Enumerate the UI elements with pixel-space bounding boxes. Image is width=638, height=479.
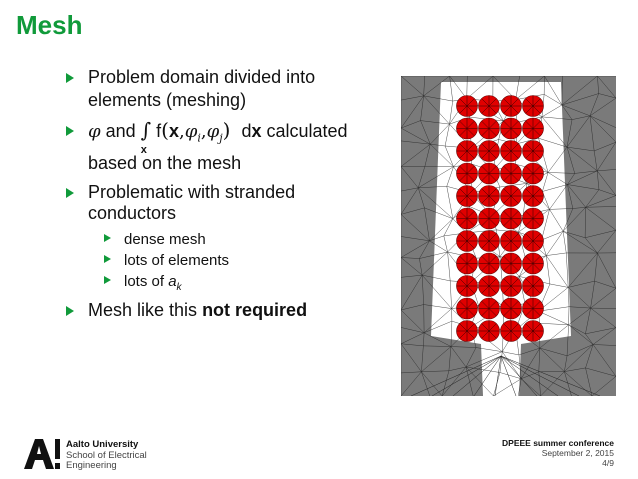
aalto-logo-icon	[22, 437, 62, 471]
text-calculated: calculated	[266, 121, 348, 141]
bullet-triangle-icon	[66, 188, 74, 198]
math-paren: )	[222, 118, 231, 142]
bullet-text	[88, 118, 348, 156]
text-not-required: not required	[202, 300, 308, 320]
fem-mesh-figure	[401, 76, 616, 396]
math-phi-i: φ	[184, 121, 198, 142]
bullet-triangle-icon	[66, 126, 74, 136]
text-lots-of: lots of	[124, 273, 165, 290]
bullet-text	[88, 66, 315, 89]
math-sub-k: k	[176, 282, 182, 293]
sub-bullet-text: dense mesh	[124, 231, 206, 248]
math-paren: (	[161, 118, 169, 142]
bullet-line: based on the mesh	[88, 153, 242, 173]
math-f: f	[156, 121, 162, 141]
conference-name: DPEEE summer conference	[502, 438, 614, 448]
school-name-2: Engineering	[66, 460, 117, 471]
integral-lower-limit: x	[140, 144, 147, 156]
integral	[140, 118, 152, 156]
math-comma: ,	[200, 121, 207, 142]
slide-title: Mesh	[16, 10, 83, 40]
math-phi-j: φ	[206, 121, 220, 142]
math-a: a	[168, 273, 177, 290]
integral-sign: ∫	[140, 118, 152, 142]
bullet-line: elements (meshing)	[88, 90, 247, 110]
math-dx: x	[251, 121, 262, 141]
page-number: 4/9	[602, 458, 614, 468]
university-info	[66, 440, 147, 472]
math-sub-j: j	[219, 131, 223, 145]
sub-bullet-text: lots of elements	[124, 252, 230, 269]
sub-bullet-text	[124, 270, 182, 299]
university-name: Aalto University	[66, 439, 139, 450]
bullet-line: Problem domain divided into	[88, 67, 316, 87]
bullet-triangle-icon	[66, 73, 74, 83]
math-sub-i: i	[197, 131, 201, 145]
math-comma: ,	[178, 121, 185, 142]
school-name: School of Electrical	[66, 449, 147, 461]
math-phi: φ	[88, 121, 101, 142]
conference-info	[502, 438, 614, 468]
text-mesh-like-this: Mesh like this	[88, 300, 198, 320]
footer	[0, 435, 638, 479]
bullet-line: Problematic with stranded	[88, 182, 296, 202]
bullet-triangle-icon	[66, 306, 74, 316]
bullet-triangle-icon	[104, 255, 111, 263]
math-d: d	[241, 121, 252, 141]
bullet-text	[88, 299, 307, 322]
bullet-triangle-icon	[104, 276, 111, 284]
bullet-line: conductors	[88, 203, 177, 223]
bullet-triangle-icon	[104, 234, 111, 242]
conference-date: September 2, 2015	[541, 448, 614, 458]
math-x: x	[168, 121, 179, 141]
text-and: and	[105, 121, 136, 141]
